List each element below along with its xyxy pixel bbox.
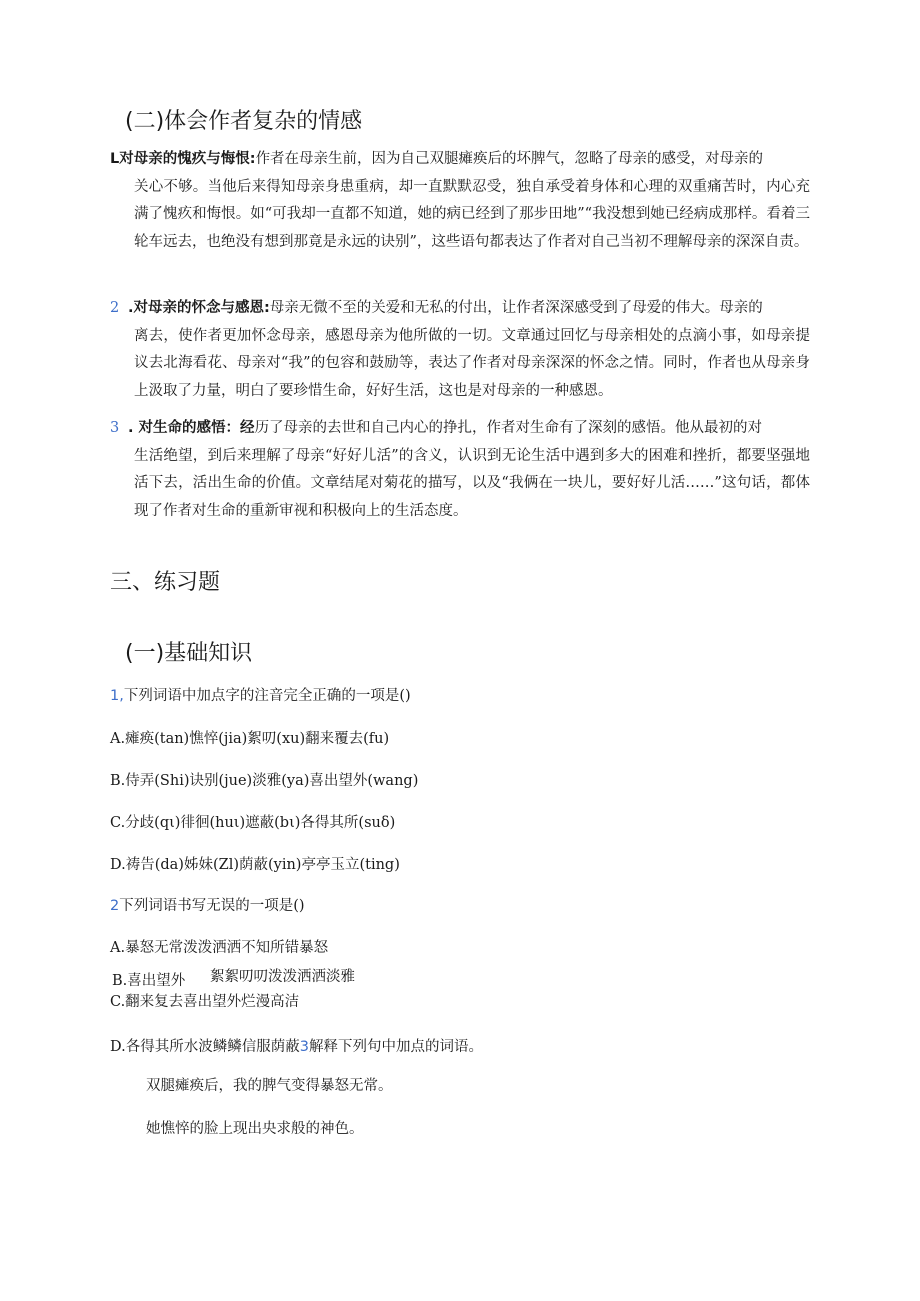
q3-sentence-2: 她憔悴的脸上现出央求般的神色。 [146, 1121, 364, 1137]
emotion-item-1 [110, 146, 810, 256]
item-1-title: 对母亲的愧疚与悔恨: [119, 151, 256, 167]
q3-number: 3 [299, 1039, 309, 1055]
q2-option-b-text: 絮絮叨叨泼泼洒洒淡雅 [210, 969, 355, 985]
q2-number: 2 [110, 898, 120, 914]
item-2-marker: 2 [110, 300, 120, 316]
q3-stem-text: 解释下列句中加点的词语。 [308, 1039, 483, 1055]
item-3-first-line [110, 415, 810, 443]
item-2-title: .对母亲的怀念与感恩: [128, 300, 270, 316]
q1-option-d: D.祷告(da)姊妹(Zl)荫蔽(yin)亭亭玉立(ting) [110, 857, 400, 873]
q1-stem-text: 下列词语中加点字的注音完全正确的一项是() [123, 688, 411, 704]
item-3-title: . 对生命的感悟：经 [128, 420, 255, 436]
item-2-line1: 母亲无微不至的关爱和无私的付出，让作者深深感受到了母爱的伟大。母亲的 [269, 300, 763, 316]
q1-option-c: C.分歧(qι)徘徊(huι)遮蔽(bι)各得其所(suδ) [110, 815, 396, 831]
q3-sentence-1: 双腿瘫痪后，我的脾气变得暴怒无常。 [146, 1078, 393, 1094]
emotion-item-3 [110, 415, 810, 525]
emotion-item-2 [110, 295, 810, 405]
q2-option-d-and-q3 [110, 1037, 483, 1057]
q2-option-a: A.暴怒无常泼泼洒洒不知所错暴怒 [110, 940, 329, 956]
q1-option-a: A.瘫痪(tan)憔悴(jia)絮叨(xu)翻来覆去(fu) [110, 731, 390, 747]
item-3-line1: 历了母亲的去世和自己内心的挣扎，作者对生命有了深刻的感悟。他从最初的对 [254, 420, 763, 436]
q2-option-b-label: B.喜出望外 [112, 973, 186, 989]
q1-number: 1, [110, 688, 124, 704]
item-3-marker: 3 [110, 420, 120, 436]
q2-option-c: C.翻来复去喜出望外烂漫高洁 [110, 994, 300, 1010]
item-2-first-line [110, 295, 810, 323]
q1-option-b: B.侍弄(Shi)诀别(jue)淡雅(ya)喜出望外(wang) [110, 773, 419, 789]
item-1-body: 关心不够。当他后来得知母亲身患重病，却一直默默忍受，独自承受着身体和心理的双重痛苦时，内心充满了愧疚和悔恨。如“可我却一直都不知道，她的病已经到了那步田地”“我没想到她已经病成那样。看着三轮车远去，也绝没有想到那竟是永远的诀别”，这些语句都表达了作者对自己当初不理解母亲的深深自责。 [134, 178, 810, 250]
item-2-body: 离去，使作者更加怀念母亲，感恩母亲为他所做的一切。文章通过回忆与母亲相处的点滴小事，如母亲提议去北海看花、母亲对“我”的包容和鼓励等，表达了作者对母亲深深的怀念之情。同时，作者也从母亲身上汲取了力量，明白了要珍惜生命，好好生活，这也是对母亲的一种感恩。 [134, 327, 810, 399]
q1-stem [110, 686, 411, 706]
q2-stem [110, 896, 305, 916]
item-1-first-line [110, 146, 810, 174]
q2-stem-text: 下列词语书写无误的一项是() [119, 898, 305, 914]
section-heading-2: (二)体会作者复杂的情感 [125, 109, 363, 134]
q2-option-d: D.各得其所水波鳞鳞信服荫蔽 [110, 1039, 300, 1055]
item-3-body: 生活绝望，到后来理解了母亲“好好儿活”的含义，认识到无论生活中遇到多大的困难和挫折，都要坚强地活下去，活出生命的价值。文章结尾对菊花的描写，以及“我俩在一块儿，要好好儿活……”这句话，都体现了作者对生命的重新审视和积极向上的生活态度。 [134, 447, 810, 519]
item-1-marker: L [110, 151, 120, 167]
item-1-line1: 作者在母亲生前，因为自己双腿瘫痪后的坏脾气，忽略了母亲的感受，对母亲的 [255, 151, 764, 167]
section-heading-3: 三、练习题 [110, 570, 221, 595]
subsection-heading-basics: (一)基础知识 [125, 641, 253, 666]
